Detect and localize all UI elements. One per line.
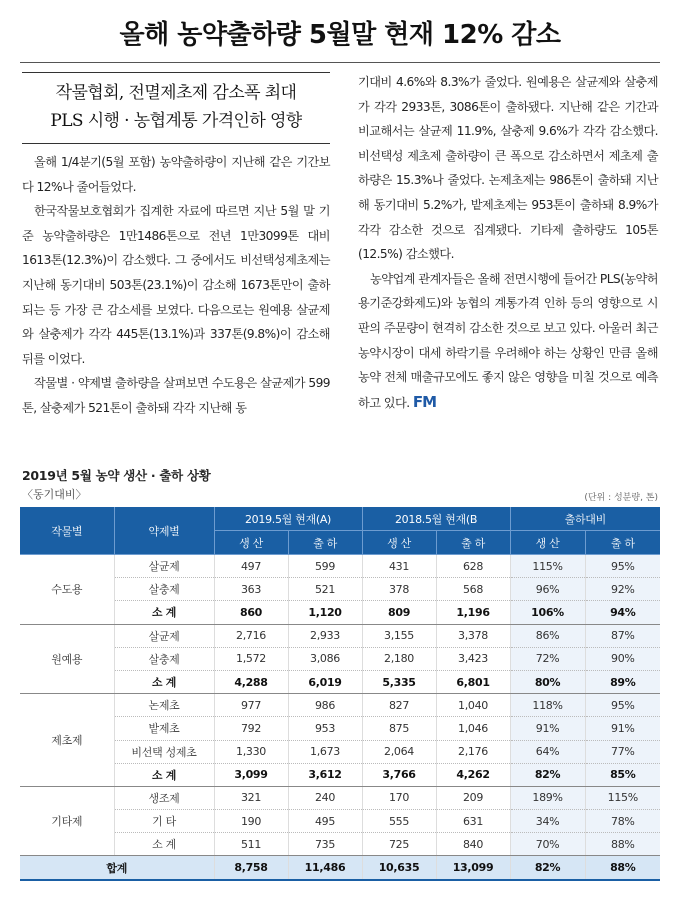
header-crop: 작물별 [20,507,114,555]
ship-ratio-cell: 94% [585,601,660,624]
table-row [20,694,660,717]
ship-ratio-cell: 77% [585,740,660,763]
header-ship-2019: 출 하 [288,531,362,555]
table-row [20,810,660,833]
article-right-column [358,70,658,415]
prod-ratio-cell: 118% [510,694,585,717]
page-headline: 올해 농약출하량 5월말 현재 12% 감소 [119,20,561,50]
ship-ratio-cell: 85% [585,763,660,786]
agent-cell: 살충제 [114,647,214,670]
ship-2019-cell: 735 [288,833,362,856]
table-row [20,786,660,809]
ship-2019-cell: 953 [288,717,362,740]
subhead-line-2: PLS 시행 · 농협계통 가격인하 영향 [50,111,302,131]
header-2018: 2018.5월 현재(B [362,507,510,531]
ship-ratio-cell: 92% [585,578,660,601]
agent-cell: 기 타 [114,810,214,833]
pesticide-table [20,507,660,881]
table-row [20,555,660,578]
agent-cell: 소 계 [114,601,214,624]
agent-cell: 소 계 [114,833,214,856]
ship-ratio-cell: 95% [585,694,660,717]
ship-ratio-cell: 115% [585,786,660,809]
prod-2019-cell: 511 [214,833,288,856]
header-ship-ratio: 출 하 [585,531,660,555]
ship-2018-cell: 209 [436,786,510,809]
agent-cell: 살충제 [114,578,214,601]
table-row [20,578,660,601]
table-row [20,833,660,856]
prod-2018-cell: 5,335 [362,670,436,693]
prod-ratio-cell: 86% [510,624,585,647]
agent-cell: 살균제 [114,555,214,578]
header-ship-2018: 출 하 [436,531,510,555]
agent-cell: 살균제 [114,624,214,647]
crop-group-cell: 기타제 [20,786,114,856]
prod-ratio-cell: 64% [510,740,585,763]
prod-2018-cell: 3,766 [362,763,436,786]
fm-logo: FM [412,392,437,411]
total-ship-ratio-cell: 88% [585,856,660,880]
prod-2018-cell: 725 [362,833,436,856]
agent-cell: 생조제 [114,786,214,809]
ship-ratio-cell: 87% [585,624,660,647]
prod-2018-cell: 170 [362,786,436,809]
ship-ratio-cell: 95% [585,555,660,578]
prod-ratio-cell: 34% [510,810,585,833]
table-body [20,555,660,880]
table-total-row [20,856,660,880]
prod-2018-cell: 431 [362,555,436,578]
agent-cell: 논제초 [114,694,214,717]
prod-2018-cell: 827 [362,694,436,717]
ship-2018-cell: 3,423 [436,647,510,670]
prod-ratio-cell: 82% [510,763,585,786]
ship-2018-cell: 6,801 [436,670,510,693]
total-ship-2019-cell: 11,486 [288,856,362,880]
ship-ratio-cell: 88% [585,833,660,856]
total-prod-2019-cell: 8,758 [214,856,288,880]
header-2019: 2019.5월 현재(A) [214,507,362,531]
article-left-column [22,150,330,421]
ship-2019-cell: 3,086 [288,647,362,670]
prod-2019-cell: 363 [214,578,288,601]
table-unit-note: (단위 : 성분량, 톤) [584,493,658,503]
left-paragraph-2: 한국작물보호협회가 집계한 자료에 따르면 지난 5월 말 기준 농약출하량은 1만1486톤으로 전년 1만3099톤 대비 1613톤(12.3%)이 감소했다. 그 중에서도 비선택성제초제는 지난해 동기대비 503톤(23.1%)이 감소해 1673톤만이 출하되는 등 가장 큰 감소세를 보였다. 다음으로는 원예용 살균제와 살충제가 각각 445톤(13.1%)과 337톤(9.8%)이 감소해 뒤를 이었다. [22,204,330,366]
ship-ratio-cell: 90% [585,647,660,670]
ship-2018-cell: 4,262 [436,763,510,786]
ship-2019-cell: 986 [288,694,362,717]
crop-group-cell: 원예용 [20,624,114,694]
ship-2019-cell: 6,019 [288,670,362,693]
ship-ratio-cell: 89% [585,670,660,693]
right-paragraph-2-text: 농약업계 관계자들은 올해 전면시행에 들어간 PLS(농약허용기준강화제도)와 농협의 계통가격 인하 등의 영향으로 시판의 주문량이 현격히 감소한 것으로 보고 있다. 아울러 최근 농약시장이 대세 하락기를 우려해야 하는 상황인 만큼 올해 농약 전체 매출규모에도 좋지 않은 영향을 미칠 것으로 예측하고 있다. [358,271,658,410]
agent-cell: 비선택 성제초 [114,740,214,763]
right-paragraph-2 [358,267,658,416]
table-row [20,670,660,693]
prod-2019-cell: 1,572 [214,647,288,670]
prod-2019-cell: 977 [214,694,288,717]
prod-ratio-cell: 189% [510,786,585,809]
ship-2019-cell: 1,120 [288,601,362,624]
total-label: 합계 [20,856,214,880]
subhead-line-1: 작물협회, 전멸제초제 감소폭 최대 [55,83,297,103]
ship-2019-cell: 495 [288,810,362,833]
left-paragraph-3: 작물별 · 약제별 출하량을 살펴보면 수도용은 살균제가 599톤, 살충제가 521톤이 출하돼 각각 지난해 동 [22,376,330,415]
prod-2018-cell: 555 [362,810,436,833]
table-row [20,717,660,740]
prod-2019-cell: 190 [214,810,288,833]
prod-2019-cell: 1,330 [214,740,288,763]
prod-ratio-cell: 96% [510,578,585,601]
table-row [20,601,660,624]
table-subtitle: 〈동기대비〉 [22,488,87,501]
agent-cell: 밭제초 [114,717,214,740]
ship-2018-cell: 1,196 [436,601,510,624]
ship-2019-cell: 240 [288,786,362,809]
left-paragraph-1: 올해 1/4분기(5월 포함) 농약출하량이 지난해 같은 기간보다 12%나 줄어들었다. [22,155,330,194]
prod-2019-cell: 792 [214,717,288,740]
prod-ratio-cell: 115% [510,555,585,578]
ship-2018-cell: 628 [436,555,510,578]
ship-2018-cell: 1,040 [436,694,510,717]
prod-2019-cell: 2,716 [214,624,288,647]
prod-2018-cell: 2,180 [362,647,436,670]
prod-2019-cell: 497 [214,555,288,578]
total-ship-2018-cell: 13,099 [436,856,510,880]
ship-2018-cell: 568 [436,578,510,601]
prod-2018-cell: 875 [362,717,436,740]
crop-group-cell: 수도용 [20,555,114,625]
prod-2019-cell: 4,288 [214,670,288,693]
prod-ratio-cell: 106% [510,601,585,624]
prod-2019-cell: 860 [214,601,288,624]
ship-2018-cell: 631 [436,810,510,833]
agent-cell: 소 계 [114,670,214,693]
agent-cell: 소 계 [114,763,214,786]
prod-ratio-cell: 70% [510,833,585,856]
ship-2018-cell: 3,378 [436,624,510,647]
ship-2018-cell: 1,046 [436,717,510,740]
header-agent: 약제별 [114,507,214,555]
crop-group-cell: 제초제 [20,694,114,787]
table-row [20,624,660,647]
ship-2019-cell: 1,673 [288,740,362,763]
prod-ratio-cell: 80% [510,670,585,693]
ship-2019-cell: 599 [288,555,362,578]
prod-2018-cell: 809 [362,601,436,624]
table-title: 2019년 5월 농약 생산 · 출하 상황 [22,468,211,483]
ship-2018-cell: 2,176 [436,740,510,763]
headline-divider [20,62,660,63]
ship-2019-cell: 2,933 [288,624,362,647]
total-prod-2018-cell: 10,635 [362,856,436,880]
ship-ratio-cell: 78% [585,810,660,833]
right-paragraph-1: 기대비 4.6%와 8.3%가 줄었다. 원예용은 살균제와 살충제가 각각 2933톤, 3086톤이 출하됐다. 지난해 같은 기간과 비교해서는 살균제 11.9%, 살충제 9.6%가 각각 감소했다. 비선택성 제초제 출하량이 큰 폭으로 감소하면서 제초제 출하량은 15.3%나 줄었다. 논제초제는 986톤이 출하돼 지난해 동기대비 5.2%가, 밭제초제는 953톤이 출하돼 8.9%가 각각 감소한 것으로 집계됐다. 기타제 출하량도 105톤(12.5%) 감소했다. [358,75,658,262]
prod-2019-cell: 321 [214,786,288,809]
header-prod-ratio: 생 산 [510,531,585,555]
prod-2018-cell: 378 [362,578,436,601]
header-prod-2019: 생 산 [214,531,288,555]
prod-2018-cell: 3,155 [362,624,436,647]
article-subhead [22,72,330,144]
header-ratio: 출하대비 [510,507,660,531]
prod-ratio-cell: 72% [510,647,585,670]
table-row [20,740,660,763]
table-row [20,763,660,786]
ship-2019-cell: 3,612 [288,763,362,786]
prod-2019-cell: 3,099 [214,763,288,786]
total-prod-ratio-cell: 82% [510,856,585,880]
prod-ratio-cell: 91% [510,717,585,740]
prod-2018-cell: 2,064 [362,740,436,763]
ship-2018-cell: 840 [436,833,510,856]
ship-2019-cell: 521 [288,578,362,601]
header-prod-2018: 생 산 [362,531,436,555]
table-row [20,647,660,670]
ship-ratio-cell: 91% [585,717,660,740]
